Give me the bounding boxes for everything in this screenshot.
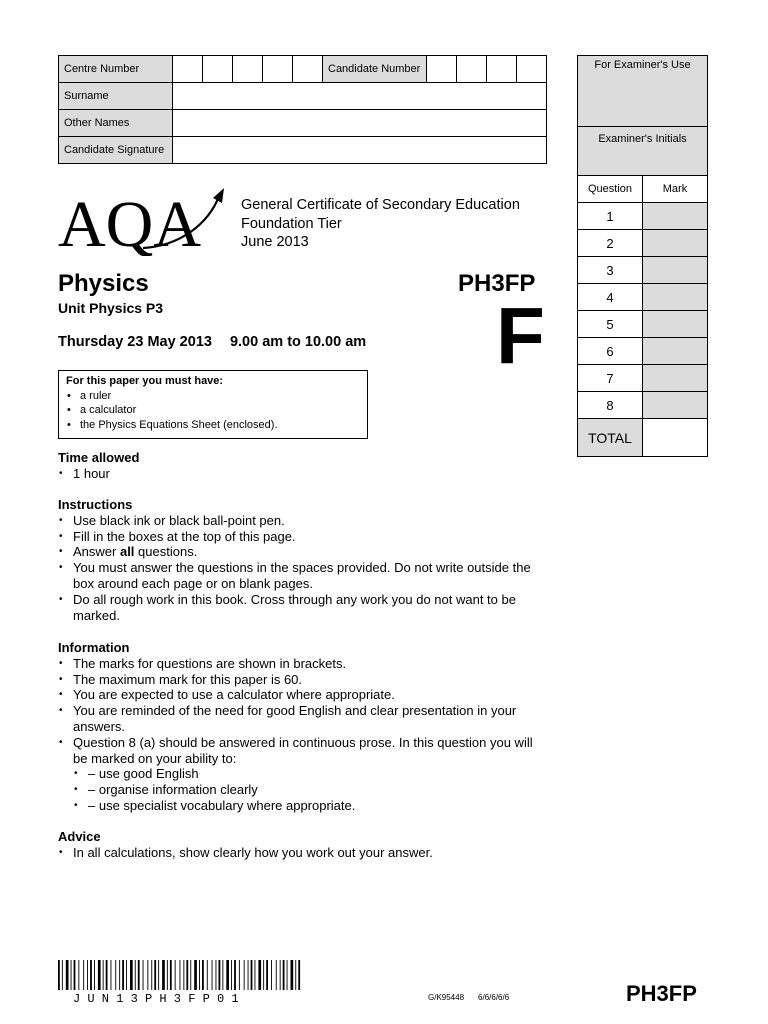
footer-paper-code: PH3FP xyxy=(626,981,697,1006)
barcode-bar xyxy=(58,960,60,990)
barcode-bar xyxy=(280,960,281,990)
candidate-details-box xyxy=(58,55,547,164)
exam-date-time xyxy=(58,334,366,350)
examiner-initials-label: Examiner's Initials xyxy=(578,127,708,176)
centre-number-digit[interactable] xyxy=(173,56,203,83)
barcode-bar xyxy=(119,960,120,990)
paper-reference xyxy=(428,993,509,1002)
list-item: • You are reminded of the need for good English and clear presentation in your answers. xyxy=(58,703,548,735)
list-item: • The maximum mark for this paper is 60. xyxy=(58,672,548,688)
mark-cell[interactable] xyxy=(643,365,708,392)
candidate-number-digit[interactable] xyxy=(487,56,517,83)
examiner-use-label: For Examiner's Use xyxy=(578,56,708,127)
barcode-bar xyxy=(219,960,221,990)
total-label: TOTAL xyxy=(578,419,643,457)
barcode-bar xyxy=(207,960,208,990)
list-item: • the Physics Equations Sheet (enclosed). xyxy=(66,418,367,433)
centre-number-label: Centre Number xyxy=(59,56,173,83)
centre-number-digit[interactable] xyxy=(293,56,323,83)
barcode-bar xyxy=(231,960,232,990)
barcode-bar xyxy=(175,960,176,990)
barcode-bar xyxy=(248,960,249,990)
paper-code: PH3FP xyxy=(458,270,536,297)
examiner-box xyxy=(577,55,708,457)
barcode-bar xyxy=(126,960,127,990)
section-heading: Time allowed xyxy=(58,450,140,465)
barcode-bar xyxy=(74,960,76,990)
question-number: 4 xyxy=(578,284,643,311)
barcode-bar xyxy=(266,960,268,990)
barcode-bar xyxy=(71,960,72,990)
surname-label: Surname xyxy=(59,83,173,110)
mark-cell[interactable] xyxy=(643,392,708,419)
barcode xyxy=(58,960,304,990)
exam-date: Thursday 23 May 2013 xyxy=(58,334,212,350)
other-names-field[interactable] xyxy=(173,110,547,137)
section-heading: Information xyxy=(58,640,130,655)
barcode-bar xyxy=(283,960,285,990)
barcode-bar xyxy=(222,960,223,990)
barcode-bar xyxy=(103,960,104,990)
barcode-text: JUN13PH3FP01 xyxy=(73,992,246,1006)
barcode-bar xyxy=(291,960,294,990)
materials-box xyxy=(58,370,368,439)
tier-letter: F xyxy=(496,291,545,380)
barcode-bar xyxy=(87,960,88,990)
information-section xyxy=(58,640,548,814)
unit-title: Unit Physics P3 xyxy=(58,300,164,316)
list-item: • Fill in the boxes at the top of this page. xyxy=(58,529,548,545)
list-item: • 1 hour xyxy=(58,466,548,482)
certificate-info xyxy=(241,196,520,252)
centre-number-digit[interactable] xyxy=(203,56,233,83)
barcode-bar xyxy=(94,960,95,990)
question-number: 7 xyxy=(578,365,643,392)
mark-column-header: Mark xyxy=(643,176,708,203)
barcode-bar xyxy=(239,960,240,990)
barcode-bar xyxy=(162,960,165,990)
question-number: 2 xyxy=(578,230,643,257)
candidate-signature-field[interactable] xyxy=(173,137,547,164)
question-number: 3 xyxy=(578,257,643,284)
question-number: 8 xyxy=(578,392,643,419)
barcode-bar xyxy=(202,960,204,990)
instructions-section xyxy=(58,497,548,623)
barcode-bar xyxy=(194,960,197,990)
barcode-bar xyxy=(66,960,69,990)
aqa-logo xyxy=(58,186,228,256)
section-heading: Instructions xyxy=(58,497,133,512)
barcode-bar xyxy=(115,960,116,990)
certificate-title: General Certificate of Secondary Education xyxy=(241,197,520,213)
mark-cell[interactable] xyxy=(643,284,708,311)
barcode-bar xyxy=(287,960,288,990)
barcode-bar xyxy=(276,960,277,990)
list-item: • a calculator xyxy=(66,403,367,418)
total-mark-cell[interactable] xyxy=(643,419,708,457)
mark-cell[interactable] xyxy=(643,338,708,365)
barcode-bar xyxy=(90,960,92,990)
barcode-bar xyxy=(130,960,133,990)
list-item: • a ruler xyxy=(66,389,367,404)
barcode-bar xyxy=(190,960,191,990)
dash-item: • – use specialist vocabulary where appropriate. xyxy=(73,798,548,814)
mark-cell[interactable] xyxy=(643,203,708,230)
certificate-session: June 2013 xyxy=(241,234,309,250)
barcode-bar xyxy=(258,960,261,990)
candidate-number-digit[interactable] xyxy=(517,56,547,83)
barcode-bar xyxy=(143,960,144,990)
barcode-bar xyxy=(298,960,300,990)
barcode-bar xyxy=(135,960,136,990)
barcode-bar xyxy=(199,960,200,990)
barcode-bar xyxy=(122,960,124,990)
print-code: 6/6/6/6/6 xyxy=(478,993,510,1002)
barcode-bar xyxy=(170,960,172,990)
list-item: • Answer all questions. xyxy=(58,544,548,560)
list-item: • Use black ink or black ball-point pen. xyxy=(58,513,548,529)
barcode-bar xyxy=(263,960,264,990)
barcode-bar xyxy=(295,960,296,990)
centre-number-digit[interactable] xyxy=(233,56,263,83)
barcode-bar xyxy=(78,960,79,990)
list-item: • You are expected to use a calculator where appropriate. xyxy=(58,687,548,703)
candidate-signature-label: Candidate Signature xyxy=(59,137,173,164)
centre-number-digit[interactable] xyxy=(263,56,293,83)
section-heading: Advice xyxy=(58,829,101,844)
aqa-logo-text: AQA xyxy=(58,188,201,256)
mark-cell[interactable] xyxy=(643,311,708,338)
surname-field[interactable] xyxy=(173,83,547,110)
list-item: • The marks for questions are shown in brackets. xyxy=(58,656,548,672)
question-number: 5 xyxy=(578,311,643,338)
barcode-bar xyxy=(151,960,152,990)
barcode-bar xyxy=(167,960,168,990)
barcode-bar xyxy=(83,960,84,990)
other-names-label: Other Names xyxy=(59,110,173,137)
question-number: 6 xyxy=(578,338,643,365)
exam-time: 9.00 am to 10.00 am xyxy=(229,334,367,350)
barcode-bar xyxy=(154,960,156,990)
reference-code: G/K95448 xyxy=(428,993,465,1002)
barcode-bar xyxy=(226,960,229,990)
barcode-bar xyxy=(186,960,188,990)
dash-item: • – organise information clearly xyxy=(73,782,548,798)
barcode-bar xyxy=(183,960,184,990)
dash-item: • – use good English xyxy=(73,766,548,782)
barcode-bar xyxy=(106,960,108,990)
barcode-bar xyxy=(147,960,148,990)
barcode-bar xyxy=(234,960,236,990)
mark-cell[interactable] xyxy=(643,257,708,284)
barcode-bar xyxy=(244,960,245,990)
materials-heading: For this paper you must have: xyxy=(66,375,224,387)
logo-arrowhead xyxy=(213,188,224,203)
mark-cell[interactable] xyxy=(643,230,708,257)
barcode-bar xyxy=(180,960,181,990)
barcode-bar xyxy=(158,960,159,990)
question-number: 1 xyxy=(578,203,643,230)
advice-section xyxy=(58,829,548,861)
barcode-bar xyxy=(138,960,140,990)
candidate-number-digit[interactable] xyxy=(427,56,457,83)
list-item: • Question 8 (a) should be answered in continuous prose. In this question you will be marked on your ability to: • – use good English • – organise information clearly • – use specialist vocabulary where appropriate. xyxy=(58,735,548,814)
certificate-tier: Foundation Tier xyxy=(241,215,342,232)
barcode-bar xyxy=(212,960,213,990)
barcode-bar xyxy=(251,960,253,990)
barcode-bar xyxy=(216,960,217,990)
barcode-bar xyxy=(271,960,272,990)
candidate-number-label: Candidate Number xyxy=(323,56,427,83)
subject-title: Physics xyxy=(58,270,149,297)
barcode-bar xyxy=(62,960,63,990)
list-item: • You must answer the questions in the spaces provided. Do not write outside the box around each page or on blank pages. xyxy=(58,560,548,592)
barcode-bar xyxy=(255,960,256,990)
question-column-header: Question xyxy=(578,176,643,203)
candidate-number-digit[interactable] xyxy=(457,56,487,83)
list-item: • Do all rough work in this book. Cross through any work you do not want to be marked. xyxy=(58,592,548,624)
list-item: • In all calculations, show clearly how you work out your answer. xyxy=(58,845,548,861)
time-allowed-section xyxy=(58,450,548,482)
barcode-bar xyxy=(98,960,101,990)
barcode-bar xyxy=(111,960,112,990)
